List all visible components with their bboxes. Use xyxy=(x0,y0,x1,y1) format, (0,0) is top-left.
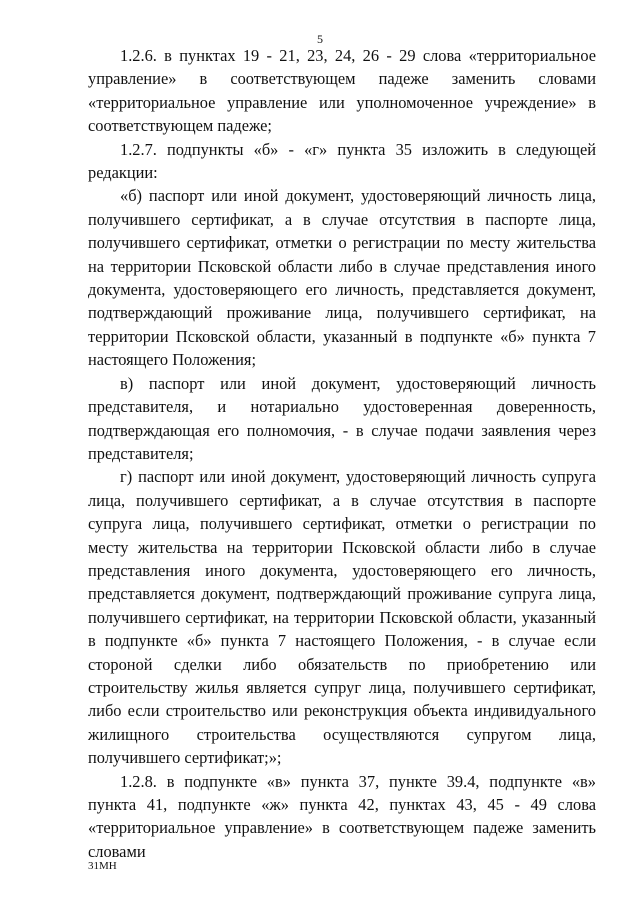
paragraph-1-2-8: 1.2.8. в подпункте «в» пункта 37, пункте 39.4, подпункте «в» пункта 41, подпункте «ж» пункта 42, пунктах 43, 45 - 49 слова «территориальное управление» в соответствующем падеже заменить словами xyxy=(88,771,596,861)
document-body xyxy=(88,44,596,863)
paragraph-subitem-b: «б) паспорт или иной документ, удостоверяющий личность лица, получившего сертификат, а в случае отсутствия в паспорте лица, получившего сертификат, отметки о регистрации по месту жительства на территории Псковской области либо в случае представления иного документа, удостоверяющего его личность, представляется документ, подтверждающий проживание лица, получившего сертификат, на территории Псковской области, указанный в подпункте «б» пункта 7 настоящего Положения; xyxy=(88,186,596,370)
paragraph-1-2-7: 1.2.7. подпункты «б» - «г» пункта 35 изложить в следующей редакции: xyxy=(88,139,596,183)
page-number: 5 xyxy=(317,32,323,46)
paragraph-1-2-6: 1.2.6. в пунктах 19 - 21, 23, 24, 26 - 29 слова «территориальное управление» в соответствующем падеже заменить словами «территориальное управление или уполномоченное учреждение» в соответствующем падеже; xyxy=(88,46,596,136)
paragraph-subitem-v: в) паспорт или иной документ, удостоверяющий личность представителя, и нотариально удостоверенная доверенность, подтверждающая его полномочия, - в случае подачи заявления через представителя; xyxy=(88,373,596,463)
paragraph-subitem-g: г) паспорт или иной документ, удостоверяющий личность супруга лица, получившего сертификат, а в случае отсутствия в паспорте супруга лица, получившего сертификат, отметки о регистрации по месту жительства на территории Псковской области либо в случае представления иного документа, удостоверяющего его личность, представляется документ, подтверждающий проживание супруга лица, получившего сертификат, на территории Псковской области, указанный в подпункте «б» пункта 7 настоящего Положения, - в случае если стороной сделки либо обязательств по приобретению или строительству жилья является супруг лица, получившего сертификат, либо если строительство или реконструкция объекта индивидуального жилищного строительства осуществляются супругом лица, получившего сертификат;»; xyxy=(88,467,596,768)
document-code: 31МН xyxy=(88,860,117,872)
